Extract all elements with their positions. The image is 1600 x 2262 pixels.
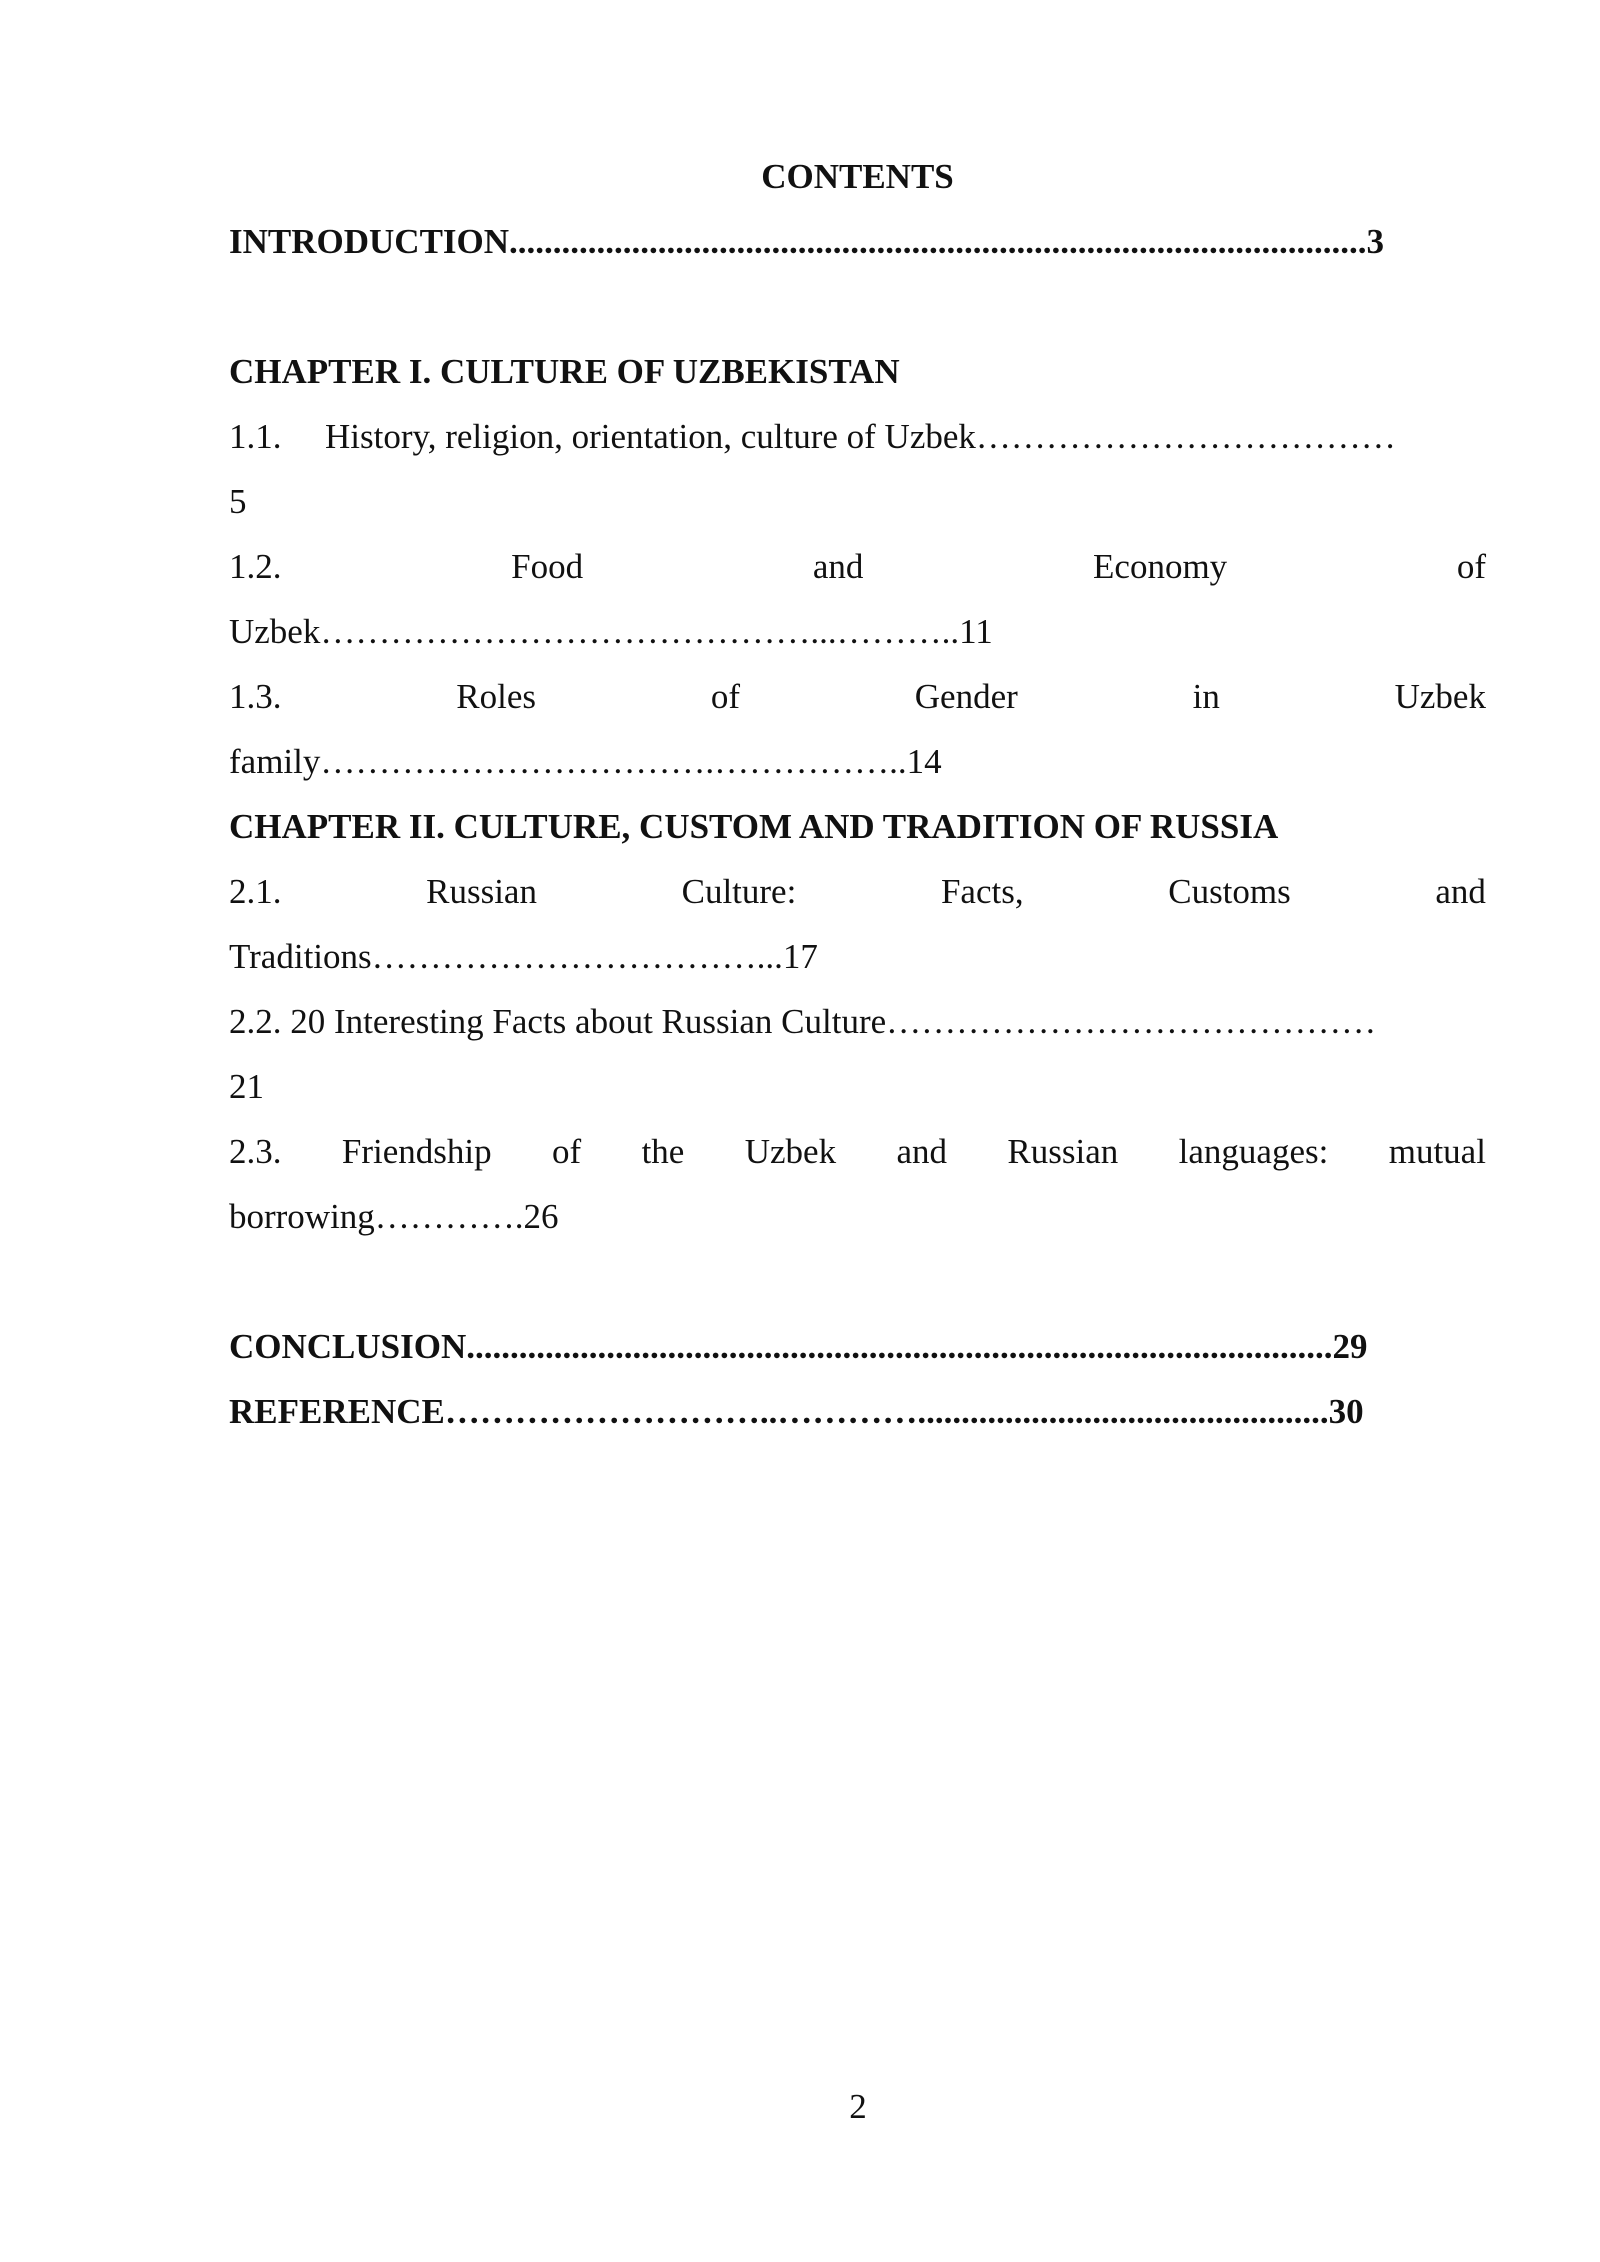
- toc-entry-1-3: [229, 664, 1486, 729]
- entry-number: 2.1.: [229, 872, 282, 911]
- entry-word: and: [812, 547, 864, 586]
- chapter-1-heading: CHAPTER I. CULTURE OF UZBEKISTAN: [229, 352, 900, 391]
- toc-entry-2-3: [229, 1119, 1486, 1184]
- entry-number: 1.3.: [229, 677, 282, 716]
- entry-number: 2.3.: [229, 1132, 282, 1171]
- entry-number: 1.2.: [229, 547, 282, 586]
- entry-word: Customs: [1168, 872, 1291, 911]
- entry-word: of: [1456, 547, 1486, 586]
- entry-word: Economy: [1093, 547, 1228, 586]
- entry-word: Facts,: [940, 872, 1024, 911]
- entry-word: and: [896, 1132, 948, 1171]
- spacer: [229, 274, 1486, 339]
- entry-word: the: [641, 1132, 685, 1171]
- entry-word: of: [552, 1132, 582, 1171]
- page-number: 2: [849, 2087, 867, 2126]
- entry-word: Uzbek: [1394, 677, 1486, 716]
- entry-word: Gender: [914, 677, 1018, 716]
- toc-entry-2-2: 2.2. 20 Interesting Facts about Russian Culture……………………………………: [229, 1002, 1377, 1041]
- toc-entry-2-1-continuation: Traditions……………………………...17: [229, 937, 818, 976]
- toc-entry-1-2: [229, 534, 1486, 599]
- toc-entry-conclusion: CONCLUSION...................................................................................................29: [229, 1327, 1368, 1366]
- contents-title: CONTENTS: [761, 157, 954, 196]
- entry-word: Uzbek: [744, 1132, 837, 1171]
- toc-entry-reference: REFERENCE………………………..…………...............................................30: [229, 1392, 1364, 1431]
- entry-word: Friendship: [341, 1132, 492, 1171]
- toc-entry-2-3-continuation: borrowing………….26: [229, 1197, 559, 1236]
- entry-word: Roles: [456, 677, 537, 716]
- toc-entry-2-2-page: 21: [229, 1067, 264, 1106]
- entry-number: 1.1.: [229, 417, 282, 456]
- toc-entry-1-1-page: 5: [229, 482, 247, 521]
- entry-word: Culture:: [681, 872, 797, 911]
- chapter-2-heading: CHAPTER II. CULTURE, CUSTOM AND TRADITION OF RUSSIA: [229, 807, 1279, 846]
- entry-word: languages:: [1178, 1132, 1329, 1171]
- toc-entry-1-2-continuation: Uzbek……………………………………...………..11: [229, 612, 993, 651]
- toc-entry-1-3-continuation: family…………………………….……………..14: [229, 742, 942, 781]
- entry-word: and: [1435, 872, 1486, 911]
- entry-word: Russian: [1007, 1132, 1119, 1171]
- entry-word: Food: [511, 547, 584, 586]
- entry-word: Russian: [426, 872, 537, 911]
- entry-word: mutual: [1388, 1132, 1486, 1171]
- toc-entry-2-1: [229, 859, 1486, 924]
- entry-text: History, religion, orientation, culture of Uzbek………………………………: [325, 417, 1396, 456]
- toc-entry-1-1: [229, 404, 1486, 469]
- spacer: [229, 1249, 1486, 1314]
- entry-word: of: [710, 677, 740, 716]
- toc-entry-introduction: INTRODUCTION..................................................................................................3: [229, 222, 1385, 261]
- table-of-contents: [229, 144, 1486, 1444]
- entry-word: in: [1192, 677, 1220, 716]
